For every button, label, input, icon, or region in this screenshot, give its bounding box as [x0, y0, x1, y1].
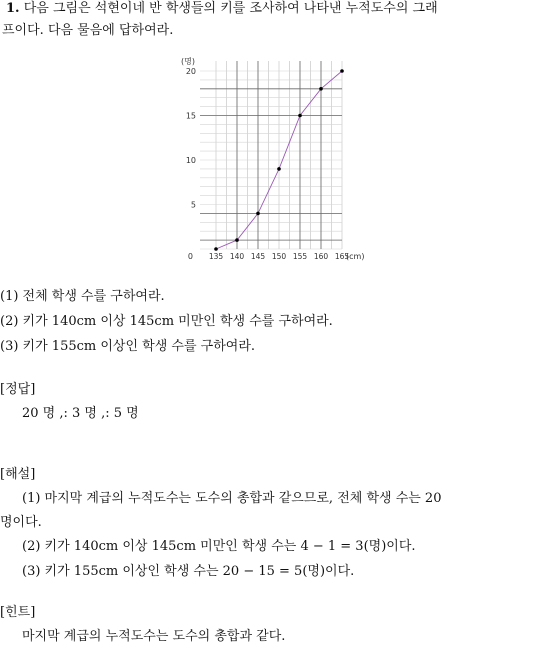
x-tick-label: 165 [334, 252, 350, 261]
explanation-line-1: (1) 마지막 계급의 누적도수는 도수의 총합과 같으므로, 전체 학생 수는 20 [22, 491, 442, 506]
explanation-heading: [해설] [0, 467, 36, 482]
question-3: (3) 키가 155cm 이상인 학생 수를 구하여라. [0, 339, 256, 354]
x-tick-label: 150 [271, 252, 287, 261]
explanation-line-3: (2) 키가 140cm 이상 145cm 미만인 학생 수는 4 − 1 = 3(명)이다. [22, 539, 416, 554]
problem-number: 1. [6, 1, 20, 16]
data-point [298, 114, 302, 118]
x-tick-label: 160 [313, 252, 329, 261]
y-tick-label: 20 [185, 67, 196, 76]
x-tick-label: 135 [208, 252, 224, 261]
question-1: (1) 전체 학생 수를 구하여라. [0, 289, 165, 304]
hint-text: 마지막 계급의 누적도수는 도수의 총합과 같다. [22, 629, 286, 644]
y-tick-label: 5 [190, 200, 196, 210]
origin-label: 0 [187, 252, 193, 261]
y-tick-label: 10 [185, 156, 196, 165]
answer-heading: [정답] [0, 382, 36, 397]
x-tick-label: 140 [229, 252, 245, 261]
question-2: (2) 키가 140cm 이상 145cm 미만인 학생 수를 구하여라. [0, 314, 333, 329]
explanation-line-4: (3) 키가 155cm 이상인 학생 수는 20 − 15 = 5(명)이다. [22, 564, 355, 579]
hint-heading: [힌트] [0, 605, 36, 620]
y-unit-label: (명) [181, 57, 195, 66]
y-tick-labels [186, 67, 196, 210]
cumulative-frequency-graph [0, 0, 533, 290]
y-tick-label: 15 [185, 111, 196, 121]
explanation-line-2: 명이다. [0, 515, 42, 530]
x-unit-label: (cm) [346, 252, 365, 261]
x-tick-labels [209, 252, 350, 261]
data-point [256, 212, 260, 216]
x-tick-label: 145 [250, 252, 266, 261]
data-point [319, 87, 323, 91]
data-point [235, 238, 239, 242]
intro-line-2: 프이다. 다음 물음에 답하여라. [2, 23, 174, 38]
answer-text: 20 명 ,: 3 명 ,: 5 명 [22, 406, 139, 421]
data-point [277, 167, 281, 171]
data-point [214, 247, 218, 251]
data-point [340, 69, 344, 73]
intro-text-1: 다음 그림은 석현이네 반 학생들의 키를 조사하여 나타낸 누적도수의 그래 [23, 1, 438, 16]
x-tick-label: 155 [292, 252, 308, 261]
